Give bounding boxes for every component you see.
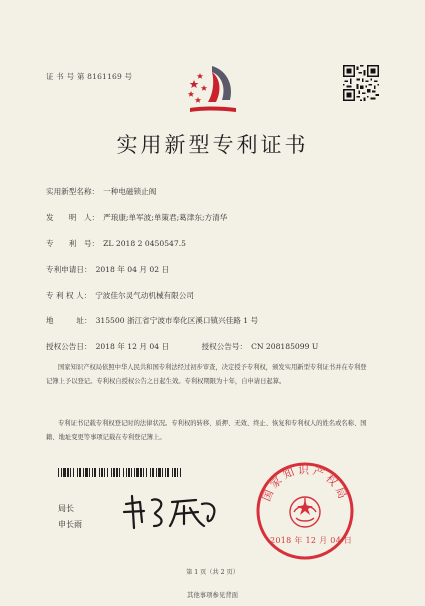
grant-date-label: 授权公告日：: [46, 342, 92, 351]
field-value: 2018 年 04 月 02 日: [95, 265, 170, 274]
seal-arc-text: 国家知识产权局: [259, 463, 351, 504]
page-number: 第 1 页（共 2 页）: [186, 569, 239, 576]
field-row-filing-date: [46, 264, 169, 275]
field-row-grant: [46, 341, 318, 352]
footer-note: 其他事项参见背面: [186, 591, 239, 599]
certificate-title: 实用新型专利证书: [116, 133, 309, 157]
field-value: 一种电磁锁止阀: [103, 187, 157, 196]
director-signature-icon: [118, 492, 226, 530]
field-label: 地 址：: [46, 316, 92, 325]
certificate-number: 证 书 号 第 8161169 号: [46, 72, 133, 81]
field-value: 315500 浙江省宁波市奉化区溪口镇兴佳路 1 号: [95, 316, 259, 325]
field-value: 宁波佳尔灵气动机械有限公司: [95, 291, 194, 300]
official-seal-icon: [254, 460, 356, 562]
field-label: 专 利 权 人：: [46, 291, 92, 300]
legal-paragraph-2: 专利证书记载专利权登记时的法律状况。专利权的转移、质押、无效、终止、恢复和专利权人的姓名或名称、国籍、地址变更等事项记载在专利登记簿上。: [46, 420, 367, 441]
qr-code-icon: [343, 65, 379, 101]
field-label: 专 利 号：: [46, 239, 100, 248]
field-row-name: [46, 186, 156, 197]
grant-date-value: 2018 年 12 月 04 日: [95, 342, 170, 351]
field-value: 严琅康;单军波;单策君;葛津东;方清华: [103, 213, 228, 222]
barcode-icon: [58, 468, 182, 477]
field-row-patent-number: [46, 238, 186, 249]
patent-office-emblem-icon: [182, 60, 242, 120]
field-label: 发 明 人：: [46, 213, 100, 222]
grant-number-value: CN 208185099 U: [251, 342, 319, 351]
seal-date: 2018 年 12 月 04 日: [270, 536, 353, 545]
field-row-inventors: [46, 212, 227, 223]
field-label: 实用新型名称：: [46, 187, 100, 196]
field-value: ZL 2018 2 0450547.5: [103, 239, 186, 248]
director-title: 局长: [58, 504, 74, 513]
legal-paragraph-1: 国家知识产权局依照中华人民共和国专利法经过初步审查，决定授予专利权，颁发实用新型专利证书并在专利登记簿上予以登记。专利权自授权公告之日起生效。专利权期限为十年，自申请日起算。: [46, 364, 367, 385]
field-label: 专利申请日：: [46, 265, 92, 274]
grant-number-label: 授权公告号：: [201, 342, 248, 351]
director-name: 申长雨: [58, 520, 82, 529]
field-row-patentee: [46, 290, 194, 301]
field-row-address: [46, 315, 258, 326]
